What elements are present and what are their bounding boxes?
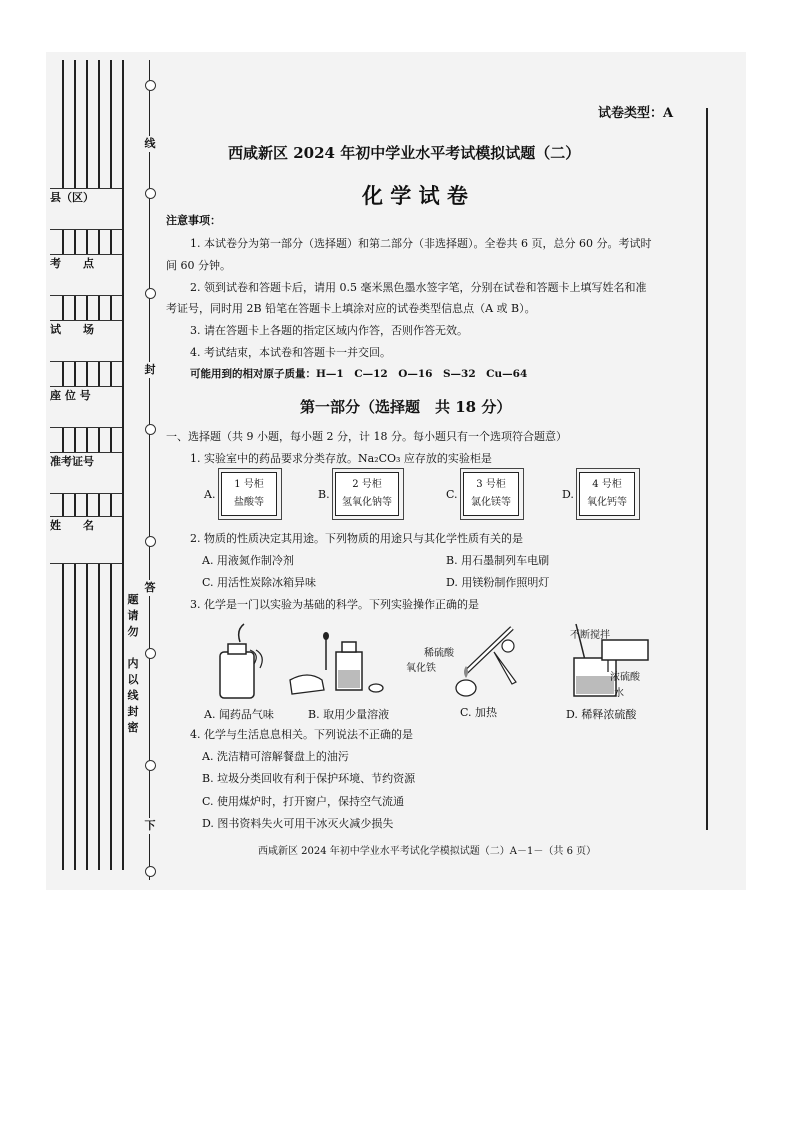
q3-figure-c	[436, 622, 526, 702]
binding-mark: 线	[127, 689, 139, 702]
county-field: 县（区）	[50, 188, 122, 230]
binding-line	[122, 60, 124, 870]
q3-annotation: 氧化铁	[406, 663, 436, 674]
cut-line	[149, 60, 150, 880]
admission-number-field: 准考证号	[50, 452, 122, 494]
binding-hole	[145, 288, 156, 299]
q1-option-letter: D.	[562, 488, 574, 501]
question-4-stem: 4. 化学与生活息息相关。下列说法不正确的是	[190, 728, 413, 741]
q4-option: B. 垃圾分类回收有利于保护环境、节约资源	[202, 772, 416, 785]
q3-annotation: 水	[614, 688, 624, 699]
atomic-masses: 可能用到的相对原子质量：H—1 C—12 O—16 S—32 Cu—64	[190, 368, 528, 380]
binding-mark: 密	[127, 721, 139, 734]
notice-heading: 注意事项：	[166, 214, 221, 227]
binding-hole	[145, 424, 156, 435]
binding-mark: 封	[144, 363, 156, 376]
binding-mark: 线	[144, 137, 156, 150]
binding-mark: 勿	[127, 625, 139, 638]
q3-label: C. 加热	[460, 706, 498, 719]
q3-label: B. 取用少量溶液	[308, 708, 390, 721]
binding-mark: 答	[144, 581, 156, 594]
q4-option: D. 图书资料失火可用干冰灭火减少损失	[202, 817, 394, 830]
subject-title: 化 学 试 卷	[362, 183, 468, 208]
question-2-stem: 2. 物质的性质决定其用途。下列物质的用途只与其化学性质有关的是	[190, 532, 523, 545]
q2-option: B. 用石墨制列车电刷	[446, 554, 550, 567]
binding-mark: 请	[127, 609, 139, 622]
binding-mark: 封	[127, 705, 139, 718]
q3-figure-b	[288, 630, 388, 702]
q3-annotation: 不断搅拌	[570, 630, 610, 641]
q3-label: A. 闻药品气味	[204, 708, 274, 721]
q2-option: A. 用液氮作制冷剂	[202, 554, 294, 567]
binding-hole	[145, 648, 156, 659]
q1-option-letter: B.	[318, 488, 330, 501]
seat-number-field: 座 位 号	[50, 386, 122, 428]
notice-line: 3. 请在答题卡上各题的指定区域内作答，否则作答无效。	[190, 324, 468, 337]
q4-option: A. 洗洁精可溶解餐盘上的油污	[202, 750, 349, 763]
q1-cabinet-d: 4 号柜 氧化钙等	[579, 472, 635, 516]
binding-mark: 内	[127, 657, 139, 670]
q1-cabinet-c: 3 号柜 氯化镁等	[463, 472, 519, 516]
page-footer: 西咸新区 2024 年初中学业水平考试化学模拟试题（二）A－1－（共 6 页）	[258, 846, 597, 857]
binding-hole	[145, 760, 156, 771]
binding-hole	[145, 536, 156, 547]
question-3-stem: 3. 化学是一门以实验为基础的科学。下列实验操作正确的是	[190, 598, 479, 611]
section-heading: 一、选择题（共 9 小题，每小题 2 分，计 18 分。每小题只有一个选项符合题意）	[166, 430, 567, 443]
exam-title: 西咸新区 2024 年初中学业水平考试模拟试题（二）	[228, 144, 581, 162]
q3-annotation: 稀硫酸	[424, 648, 454, 659]
q4-option: C. 使用煤炉时，打开窗户，保持空气流通	[202, 795, 405, 808]
binding-mark: 题	[127, 593, 139, 606]
q1-cabinet-a: 1 号柜 盐酸等	[221, 472, 277, 516]
q2-option: C. 用活性炭除冰箱异味	[202, 576, 317, 589]
part1-title: 第一部分（选择题 共 18 分）	[300, 398, 512, 416]
notice-line: 考证号，同时用 2B 铅笔在答题卡上填涂对应的试卷类型信息点（A 或 B）。	[166, 302, 536, 315]
q1-option-letter: A.	[204, 488, 216, 501]
right-border	[706, 108, 708, 830]
notice-line: 间 60 分钟。	[166, 259, 231, 272]
q1-cabinet-b: 2 号柜 氢氧化钠等	[335, 472, 399, 516]
notice-line: 1. 本试卷分为第一部分（选择题）和第二部分（非选择题）。全卷共 6 页，总分 60 分。考试时	[190, 237, 652, 250]
exam-center-field: 考 点	[50, 254, 122, 296]
binding-hole	[145, 188, 156, 199]
exam-room-field: 试 场	[50, 320, 122, 362]
name-field: 姓 名	[50, 516, 122, 564]
binding-mark: 下	[144, 819, 156, 832]
paper-type: 试卷类型：A	[598, 106, 674, 121]
q3-figure-a	[214, 620, 270, 702]
q1-option-letter: C.	[446, 488, 458, 501]
binding-mark: 以	[127, 673, 139, 686]
q3-annotation: 浓硫酸	[610, 672, 640, 683]
question-1-stem: 1. 实验室中的药品要求分类存放。Na₂CO₃ 应存放的实验柜是	[190, 452, 492, 465]
q3-label: D. 稀释浓硫酸	[566, 708, 637, 721]
notice-line: 4. 考试结束，本试卷和答题卡一并交回。	[190, 346, 391, 359]
binding-hole	[145, 866, 156, 877]
q2-option: D. 用镁粉制作照明灯	[446, 576, 550, 589]
binding-hole	[145, 80, 156, 91]
notice-line: 2. 领到试卷和答题卡后，请用 0.5 毫米黑色墨水签字笔，分别在试卷和答题卡上填写姓名和准	[190, 281, 647, 294]
